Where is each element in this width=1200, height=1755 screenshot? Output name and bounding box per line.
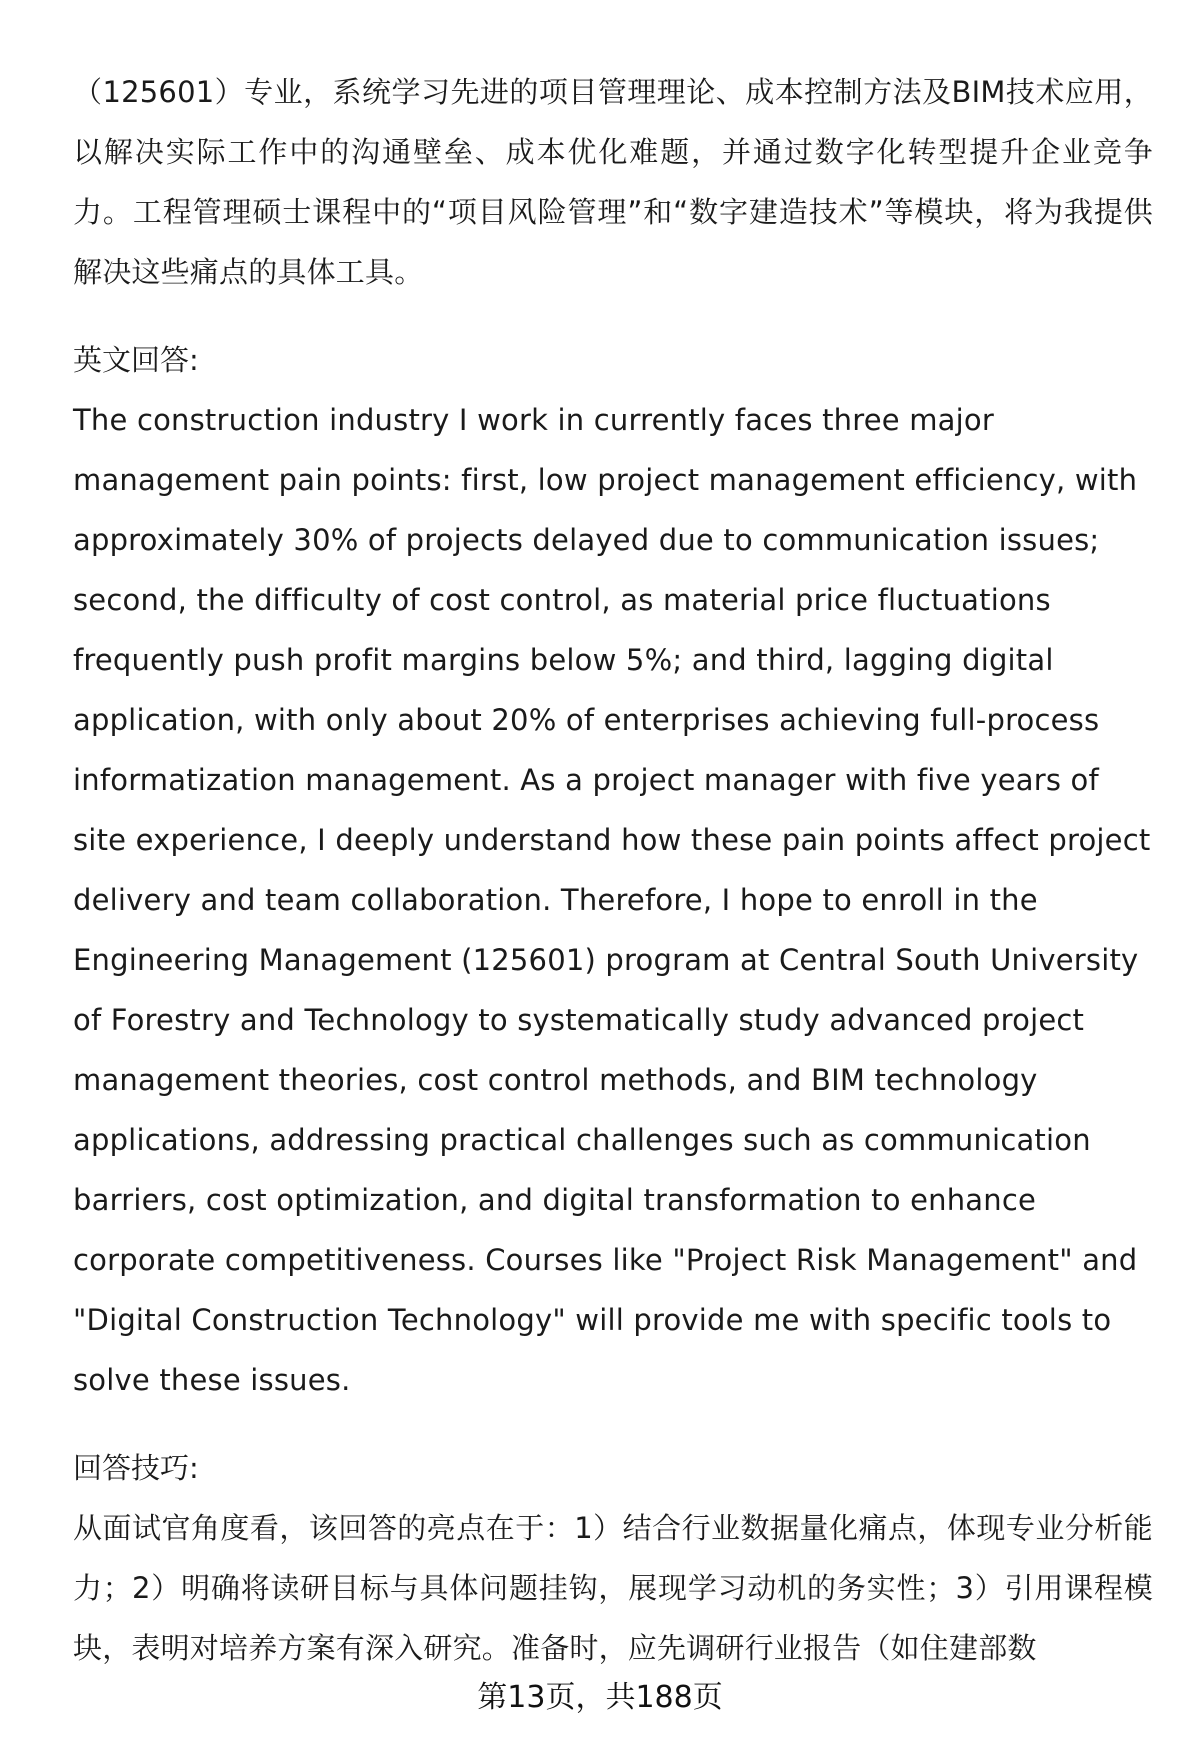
english-answer-text: The construction industry I work in currently faces three major management pain points: first, low project management efficiency, with approximately 30% of projects delayed due to communication issues; second, the difficulty of cost control, as material price fluctuations frequently push profit margins below 5%; and third, lagging digital application, with only about 20% of enterprises achieving full-process informatization management. As a project manager with five years of site experience, I deeply understand how these pain points affect project delivery and team collaboration. Therefore, I hope to enroll in the Engineering Management (125601) program at Central South University of Forestry and Technology to systematically study advanced project management theories, cost control methods, and BIM technology applications, addressing practical challenges such as communication barriers, cost optimization, and digital transformation to enhance corporate competitiveness. Courses like "Project Risk Management" and "Digital Construction Technology" will provide me with specific tools to solve these issues. xyxy=(73,403,1160,1397)
chinese-answer-continuation: （125601）专业，系统学习先进的项目管理理论、成本控制方法及BIM技术应用，以解决实际工作中的沟通壁垒、成本优化难题，并通过数字化转型提升企业竞争力。工程管理硕士课程中的“项目风险管理”和“数字建造技术”等模块，将为我提供解决这些痛点的具体工具。 xyxy=(73,75,1153,289)
page-number-footer: 第13页，共188页 xyxy=(477,1680,723,1715)
page-content xyxy=(73,62,1160,1678)
answer-tips-heading: 回答技巧: xyxy=(73,1451,199,1485)
english-answer-heading: 英文回答: xyxy=(73,343,199,377)
answer-tips-text: 从面试官角度看，该回答的亮点在于：1）结合行业数据量化痛点，体现专业分析能力；2）明确将读研目标与具体问题挂钩，展现学习动机的务实性；3）引用课程模块，表明对培养方案有深入研究。准备时，应先调研行业报告（如住建部数 xyxy=(73,1511,1153,1665)
